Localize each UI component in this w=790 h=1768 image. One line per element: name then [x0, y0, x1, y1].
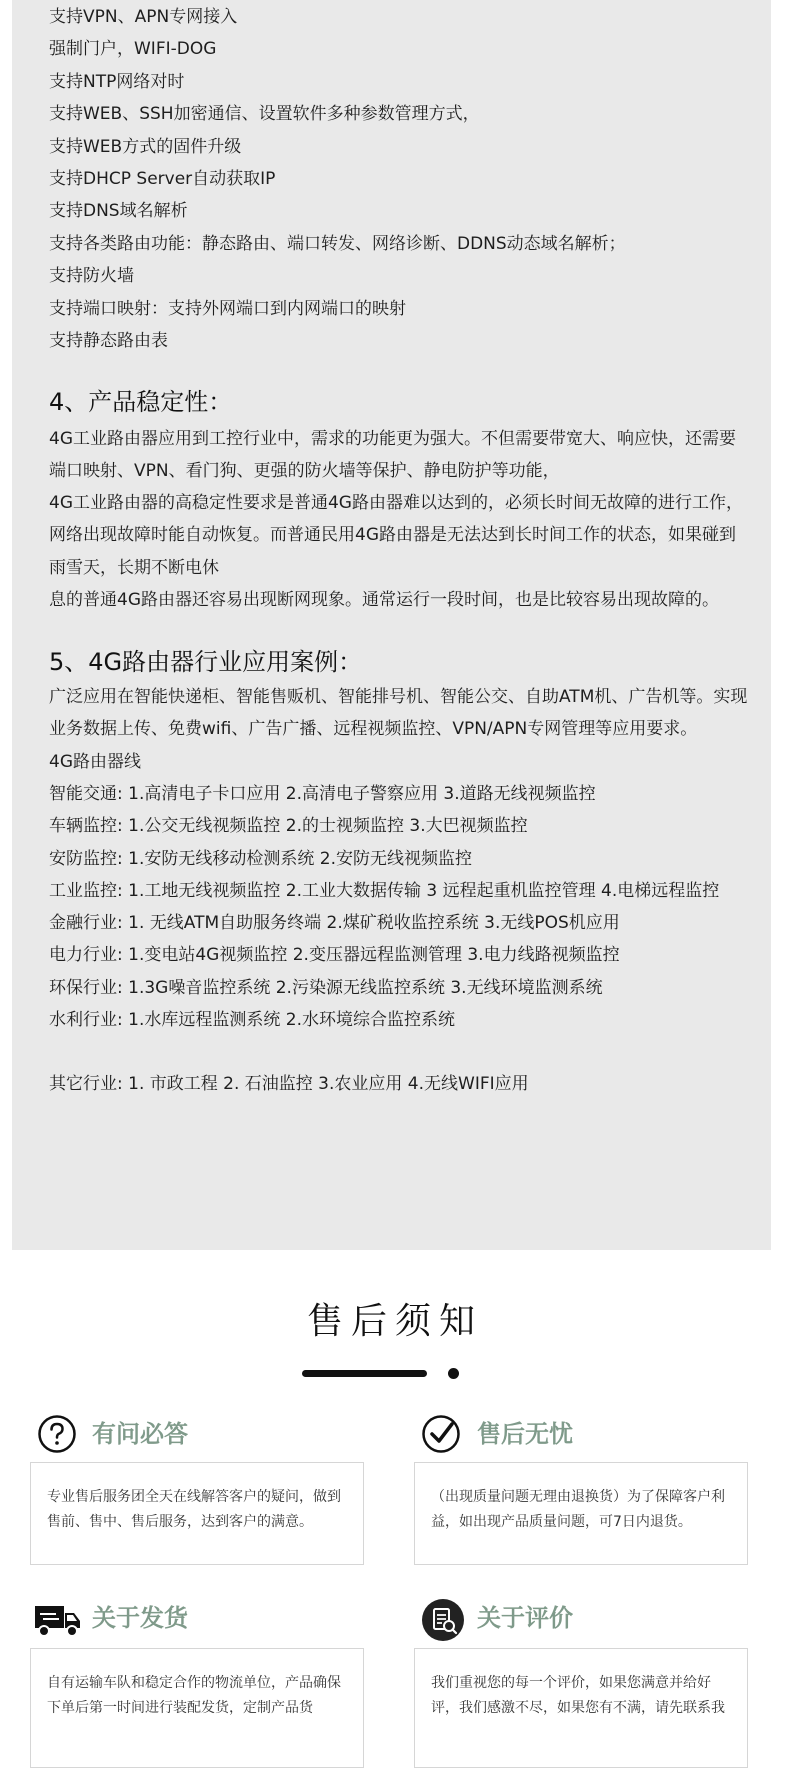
feature-line: 支持防火墙	[49, 266, 134, 286]
feature-title: 关于评价	[477, 1604, 573, 1632]
paragraph-line: 4G路由器线	[49, 752, 141, 772]
paragraph-line: 电力行业: 1.变电站4G视频监控 2.变压器远程监测管理 3.电力线路视频监控	[49, 945, 620, 965]
feature-title: 售后无忧	[477, 1420, 573, 1448]
paragraph-line: 4G工业路由器的高稳定性要求是普通4G路由器难以达到的，必须长时间无故障的进行工作，	[49, 493, 743, 513]
paragraph-line: 网络出现故障时能自动恢复。而普通民用4G路由器是无法达到长时间工作的状态，如果碰到	[49, 525, 736, 545]
paragraph-line: 息的普通4G路由器还容易出现断网现象。通常运行一段时间，也是比较容易出现故障的。	[49, 590, 719, 610]
question-circle-icon	[37, 1414, 77, 1454]
feature-description: 专业售后服务团全天在线解答客户的疑问，做到售前、售中、售后服务，达到客户的满意。	[30, 1462, 364, 1565]
paragraph-line: 业务数据上传、免费wifi、广告广播、远程视频监控、VPN/APN专网管理等应用要求。	[49, 719, 698, 739]
title-dot	[448, 1368, 459, 1379]
paragraph-line: 端口映射、VPN、看门狗、更强的防火墙等保护、静电防护等功能，	[49, 461, 560, 481]
paragraph-line: 其它行业: 1. 市政工程 2. 石油监控 3.农业应用 4.无线WIFI应用	[49, 1074, 529, 1094]
check-circle-icon	[421, 1414, 461, 1454]
truck-icon	[34, 1600, 82, 1640]
review-icon	[421, 1598, 465, 1642]
feature-description: （出现质量问题无理由退换货）为了保障客户利益，如出现产品质量问题，可7日内退货。	[414, 1462, 748, 1565]
feature-line: 支持WEB方式的固件升级	[49, 137, 242, 157]
feature-title: 有问必答	[92, 1420, 188, 1448]
feature-description: 自有运输车队和稳定合作的物流单位，产品确保下单后第一时间进行装配发货，定制产品货	[30, 1648, 364, 1768]
paragraph-line: 雨雪天，长期不断电休	[49, 558, 219, 578]
feature-line: 支持NTP网络对时	[49, 72, 185, 92]
feature-line: 支持各类路由功能：静态路由、端口转发、网络诊断、DDNS动态域名解析；	[49, 234, 626, 254]
feature-line: 支持静态路由表	[49, 331, 168, 351]
feature-line: 支持DNS域名解析	[49, 201, 188, 221]
paragraph-line: 车辆监控: 1.公交无线视频监控 2.的士视频监控 3.大巴视频监控	[49, 816, 528, 836]
feature-line: 支持端口映射：支持外网端口到内网端口的映射	[49, 299, 406, 319]
feature-line: 支持DHCP Server自动获取IP	[49, 169, 276, 189]
feature-description: 我们重视您的每一个评价，如果您满意并给好评，我们感激不尽，如果您有不满，请先联系我	[414, 1648, 748, 1768]
feature-line: 支持WEB、SSH加密通信、设置软件多种参数管理方式，	[49, 104, 480, 124]
feature-line: 强制门户，WIFI-DOG	[49, 39, 217, 59]
paragraph-line: 环保行业: 1.3G噪音监控系统 2.污染源无线监控系统 3.无线环境监测系统	[49, 978, 603, 998]
paragraph-line: 智能交通: 1.高清电子卡口应用 2.高清电子警察应用 3.道路无线视频监控	[49, 784, 596, 804]
paragraph-line: 4G工业路由器应用到工控行业中，需求的功能更为强大。不但需要带宽大、响应快，还需要	[49, 429, 736, 449]
feature-title: 关于发货	[92, 1604, 188, 1632]
paragraph-line: 安防监控: 1.安防无线移动检测系统 2.安防无线视频监控	[49, 849, 472, 869]
paragraph-line: 水利行业: 1.水库远程监测系统 2.水环境综合监控系统	[49, 1010, 455, 1030]
title-underline	[302, 1370, 427, 1377]
paragraph-line: 工业监控: 1.工地无线视频监控 2.工业大数据传输 3 远程起重机监控管理 4.电梯远程监控	[49, 881, 720, 901]
after-sales-title: 售后须知	[306, 1301, 483, 1342]
section-heading: 5、4G路由器行业应用案例：	[49, 648, 363, 676]
feature-line: 支持VPN、APN专网接入	[49, 7, 238, 27]
paragraph-line: 金融行业: 1. 无线ATM自助服务终端 2.煤矿税收监控系统 3.无线POS机应用	[49, 913, 620, 933]
section-heading: 4、产品稳定性：	[49, 388, 233, 416]
paragraph-line: 广泛应用在智能快递柜、智能售贩机、智能排号机、智能公交、自助ATM机、广告机等。实现	[49, 687, 748, 707]
